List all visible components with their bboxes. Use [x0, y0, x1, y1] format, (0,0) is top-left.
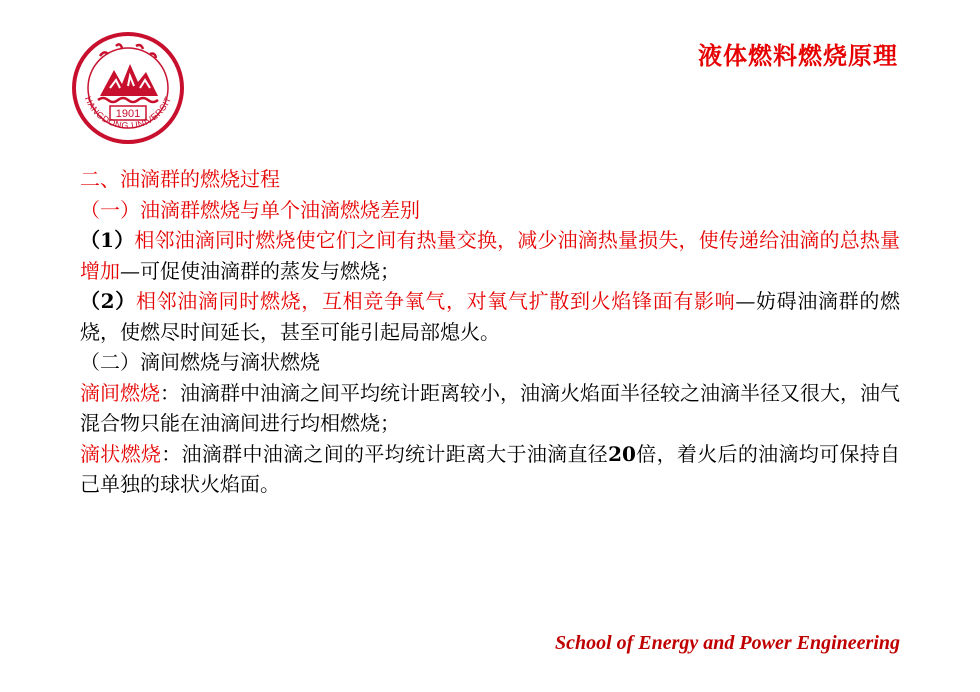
subsection-heading-2: （二）滴间燃烧与滴状燃烧: [80, 350, 320, 374]
term-2-definition-b: 倍，着火后的油滴均可保持自己单独的球状火焰面。: [80, 441, 901, 496]
point-2: [80, 286, 900, 347]
term-1: 滴间燃烧: [80, 380, 160, 405]
definition-2: [80, 439, 900, 500]
point-2-highlight: 相邻油滴同时燃烧，互相竞争氧气，对氧气扩散到火焰锋面有影响: [135, 289, 736, 313]
point-1: [80, 225, 900, 286]
point-1-rest: —可促使油滴群的蒸发与燃烧；: [120, 258, 400, 283]
page-title: 液体燃料燃烧原理: [698, 41, 898, 70]
point-2-rest: —妨碍油滴群的燃烧，使燃尽时间延长，甚至可能引起局部熄火。: [80, 289, 901, 344]
term-1-definition: ：油滴群中油滴之间平均统计距离较小，油滴火焰面半径较之油滴半径又很大，油气混合物只能在油滴间进行均相燃烧；: [80, 380, 900, 435]
point-1-label: （1）: [80, 228, 135, 252]
term-2-definition-a: ：油滴群中油滴之间的平均统计距离大于油滴直径: [161, 441, 609, 466]
section-heading: 二、油滴群的燃烧过程: [80, 167, 280, 191]
shandong-university-seal-icon: [70, 30, 186, 146]
definition-1: [80, 378, 900, 439]
slide-content: [80, 164, 900, 500]
logo-year: 1901: [115, 108, 141, 120]
point-1-highlight: 相邻油滴同时燃烧使它们之间有热量交换，减少油滴热量损失，使传递给油滴的总热量增加: [80, 228, 900, 283]
subsection-heading-1: （一）油滴群燃烧与单个油滴燃烧差别: [80, 197, 420, 222]
logo-university-name: HANGDONG UNIVERSIT: [82, 94, 174, 131]
point-2-label: （2）: [80, 289, 136, 313]
footer-school-name: School of Energy and Power Engineering: [554, 632, 900, 654]
term-2: 滴状燃烧: [80, 441, 162, 466]
term-2-number: 20: [608, 441, 636, 466]
university-logo: [70, 30, 186, 146]
